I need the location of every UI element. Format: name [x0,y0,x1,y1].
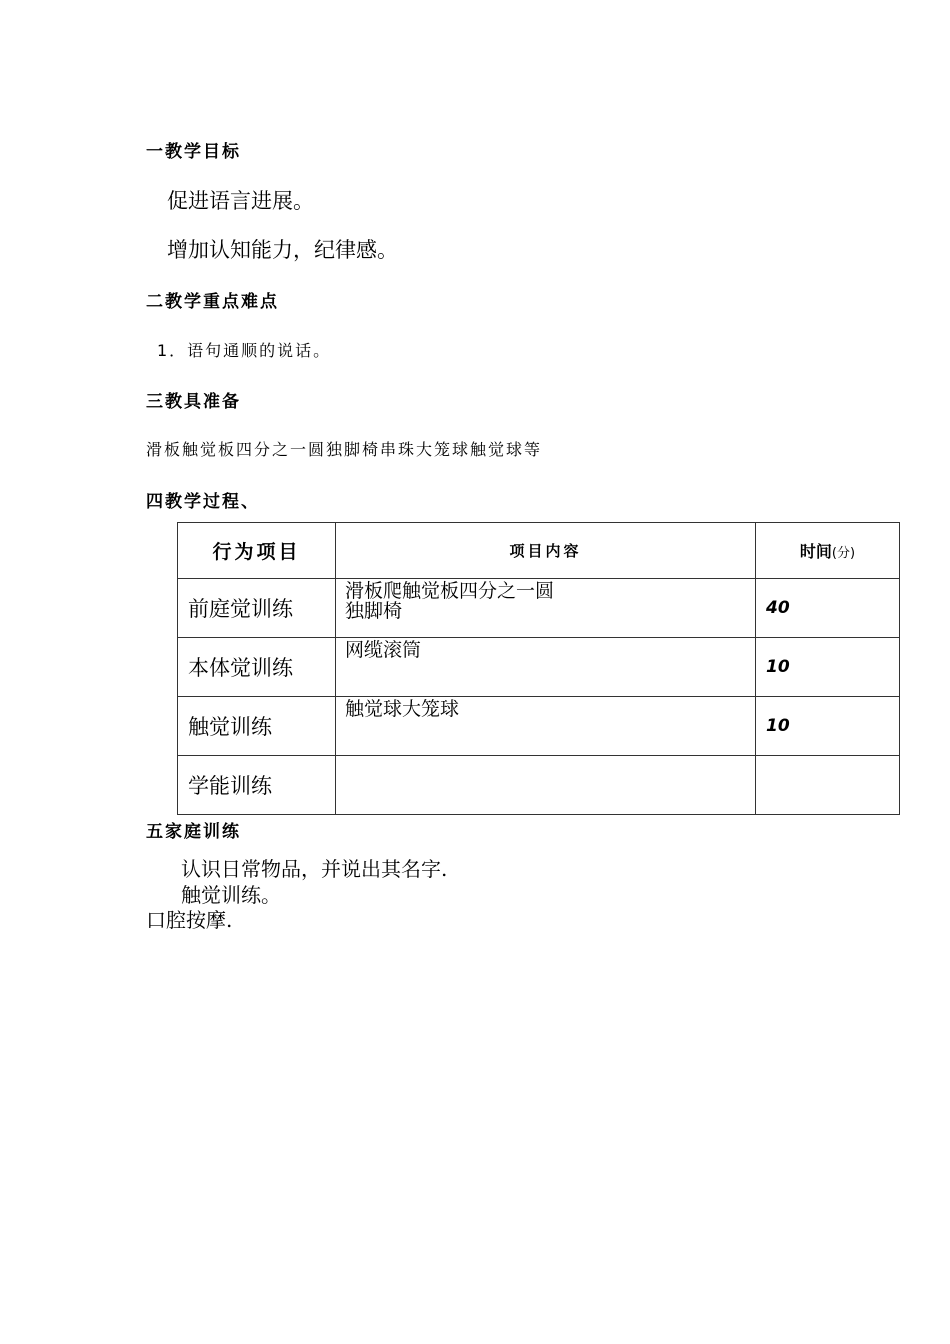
header-time-unit: (分) [831,546,856,561]
content-line: 网缆滚筒 [345,639,422,661]
table-row [178,579,900,638]
header-time-label: 时间 [799,542,832,561]
row-item: 本体觉训练 [178,638,336,697]
table-row [178,756,900,815]
row-content [336,579,756,638]
key-point-item-1: 1．语句通顺的说话。 [157,341,332,360]
row-time: 10 [756,638,900,697]
home-item-3: 口腔按摩. [146,908,233,932]
content-line: 触觉球大笼球 [345,698,460,720]
row-item: 学能训练 [178,756,336,815]
table-row [178,697,900,756]
row-content [336,697,756,756]
goal-item-1: 促进语言进展。 [167,189,314,213]
process-table [177,522,900,815]
section-heading-key-points: 二教学重点难点 [146,292,279,312]
row-item: 触觉训练 [178,697,336,756]
header-item: 行为项目 [178,523,336,579]
row-time: 40 [756,579,900,638]
section-heading-goals: 一教学目标 [146,142,241,162]
row-content [336,638,756,697]
row-item: 前庭觉训练 [178,579,336,638]
materials-text: 滑板触觉板四分之一圆独脚椅串珠大笼球触觉球等 [146,440,543,459]
content-line: 独脚椅 [345,600,403,622]
goal-item-2: 增加认知能力，纪律感。 [167,238,398,262]
row-content [336,756,756,815]
table-header-row [178,523,900,579]
row-time: 10 [756,697,900,756]
section-heading-materials: 三教具准备 [146,392,241,412]
section-heading-process: 四教学过程、 [146,492,260,512]
header-content: 项目内容 [336,523,756,579]
home-item-2: 触觉训练。 [181,883,281,907]
content-line: 滑板爬触觉板四分之一圆 [345,580,555,602]
home-item-1: 认识日常物品，并说出其名字. [181,857,448,881]
header-time [756,523,900,579]
section-heading-home: 五家庭训练 [146,822,241,842]
table-row [178,638,900,697]
row-time [756,756,900,815]
